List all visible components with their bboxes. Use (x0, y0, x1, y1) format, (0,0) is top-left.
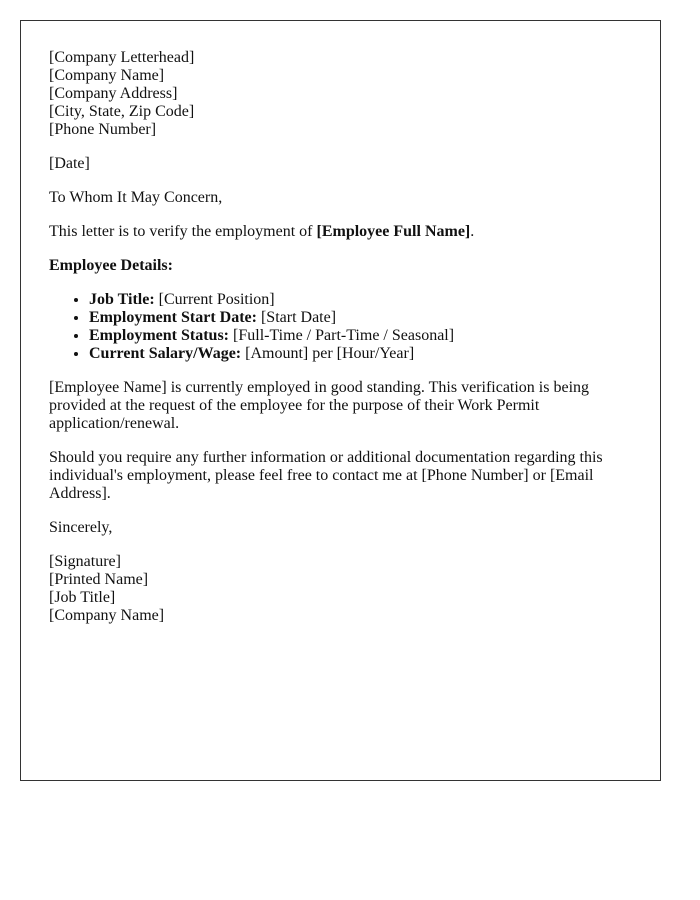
contact-paragraph: Should you require any further information or additional documentation regarding this individual's employment, please feel free to contact me at [Phone Number] or [Email Address]. (49, 449, 603, 502)
closing: Sincerely, (49, 519, 113, 536)
employee-full-name: [Employee Full Name] (316, 223, 471, 240)
letterhead-block (49, 49, 632, 139)
signer-company-name: [Company Name] (49, 607, 165, 624)
detail-employment-status: • Employment Status: [Full-Time / Part-Time / Seasonal] (89, 327, 632, 345)
letter-page (20, 20, 661, 781)
company-address: [Company Address] (49, 85, 178, 102)
detail-salary: • Current Salary/Wage: [Amount] per [Hour/Year] (89, 345, 632, 363)
details-heading: Employee Details: (49, 257, 173, 274)
company-letterhead: [Company Letterhead] (49, 49, 195, 66)
salutation: To Whom It May Concern, (49, 189, 223, 206)
printed-name: [Printed Name] (49, 571, 149, 588)
details-list (49, 291, 632, 363)
signature: [Signature] (49, 553, 121, 570)
signature-block (49, 553, 632, 625)
intro-end: . (470, 223, 475, 240)
detail-start-date: • Employment Start Date: [Start Date] (89, 309, 632, 327)
signer-job-title: [Job Title] (49, 589, 116, 606)
intro-paragraph (49, 223, 632, 241)
letter-date: [Date] (49, 155, 90, 172)
company-name: [Company Name] (49, 67, 165, 84)
standing-paragraph: [Employee Name] is currently employed in good standing. This verification is being provided at the request of the employee for the purpose of their Work Permit application/renewal. (49, 379, 590, 432)
detail-job-title: • Job Title: [Current Position] (89, 291, 632, 309)
company-phone: [Phone Number] (49, 121, 157, 138)
intro-text: This letter is to verify the employment of (49, 223, 317, 240)
company-city-state-zip: [City, State, Zip Code] (49, 103, 195, 120)
